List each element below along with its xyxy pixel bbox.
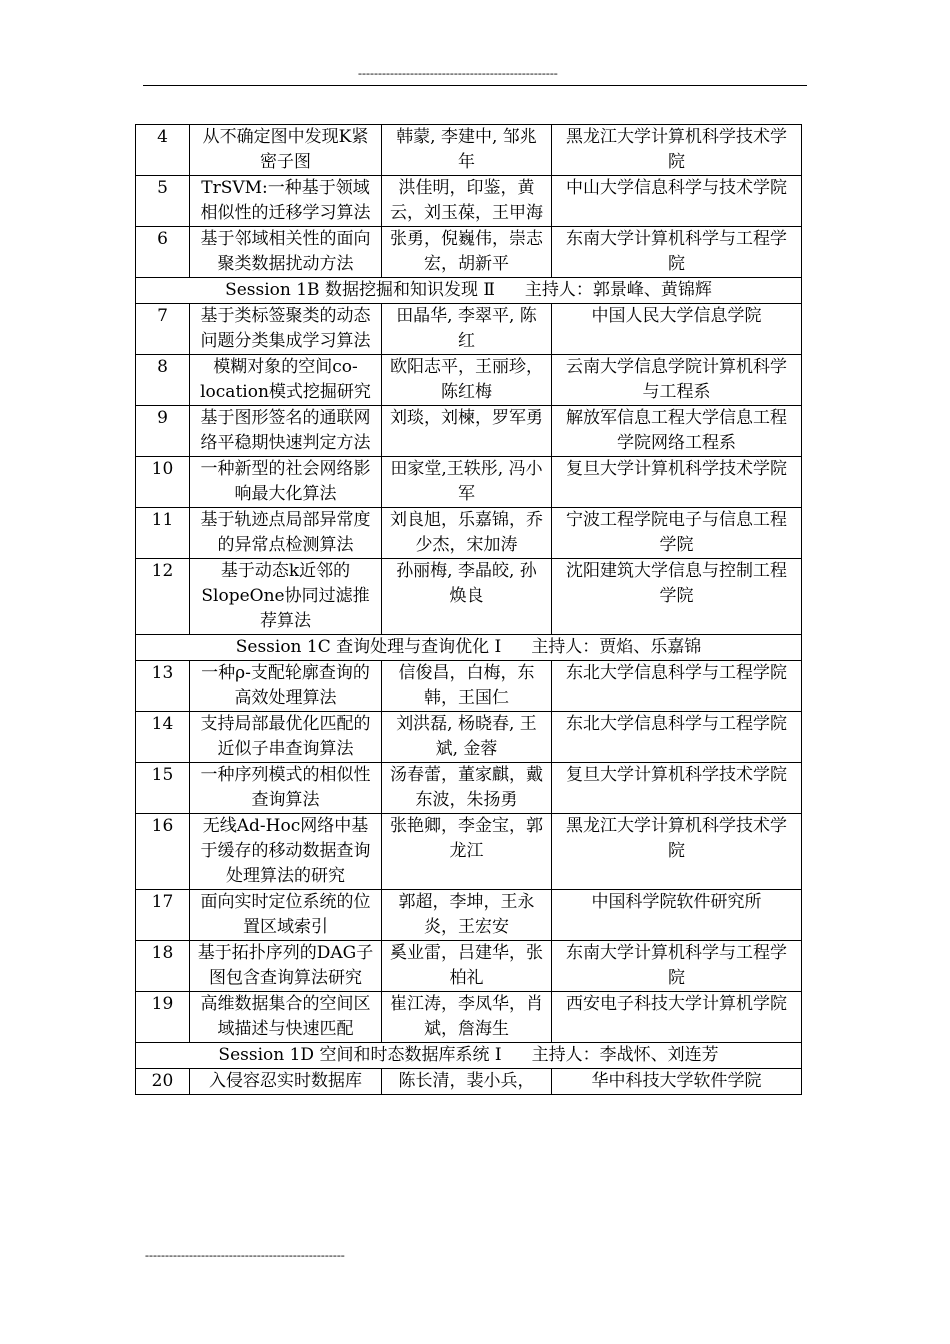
paper-authors: 汤春蕾，董家麒，戴东波，朱扬勇 — [382, 763, 552, 814]
session-host: 主持人：郭景峰、黄锦辉 — [524, 280, 712, 300]
paper-title: 无线Ad-Hoc网络中基于缓存的移动数据查询处理算法的研究 — [190, 814, 382, 890]
table-row — [136, 1069, 802, 1095]
paper-institution: 复旦大学计算机科学技术学院 — [552, 763, 802, 814]
paper-authors: 欧阳志平，王丽珍，陈红梅 — [382, 355, 552, 406]
table-row — [136, 814, 802, 890]
paper-institution: 华中科技大学软件学院 — [552, 1069, 802, 1095]
paper-institution: 东北大学信息科学与工程学院 — [552, 661, 802, 712]
paper-title: 基于图形签名的通联网络平稳期快速判定方法 — [190, 406, 382, 457]
paper-institution: 中国科学院软件研究所 — [552, 890, 802, 941]
table-row — [136, 457, 802, 508]
paper-title: TrSVM:一种基于领域相似性的迁移学习算法 — [190, 176, 382, 227]
paper-title: 基于类标签聚类的动态问题分类集成学习算法 — [190, 304, 382, 355]
paper-authors: 田家堂,王轶彤, 冯小军 — [382, 457, 552, 508]
paper-number: 20 — [136, 1069, 190, 1095]
paper-number: 12 — [136, 559, 190, 635]
paper-title: 一种新型的社会网络影响最大化算法 — [190, 457, 382, 508]
paper-institution: 东南大学计算机科学与工程学院 — [552, 941, 802, 992]
paper-authors: 韩蒙, 李建中, 邹兆年 — [382, 125, 552, 176]
paper-number: 14 — [136, 712, 190, 763]
paper-authors: 孙丽梅, 李晶皎, 孙焕良 — [382, 559, 552, 635]
paper-authors: 刘琰，刘楝，罗军勇 — [382, 406, 552, 457]
table-row — [136, 992, 802, 1043]
session-header-row — [136, 1043, 802, 1069]
table-row — [136, 304, 802, 355]
paper-authors: 洪佳明，印鉴，黄云，刘玉葆，王甲海 — [382, 176, 552, 227]
session-name: Session 1D 空间和时态数据库系统 Ⅰ — [218, 1045, 502, 1065]
paper-institution: 复旦大学计算机科学技术学院 — [552, 457, 802, 508]
paper-schedule-body — [136, 125, 802, 1095]
paper-authors: 田晶华, 李翠平, 陈红 — [382, 304, 552, 355]
paper-title: 基于动态k近邻的SlopeOne协同过滤推荐算法 — [190, 559, 382, 635]
paper-authors: 信俊昌，白梅，东韩，王国仁 — [382, 661, 552, 712]
paper-number: 5 — [136, 176, 190, 227]
paper-institution: 宁波工程学院电子与信息工程学院 — [552, 508, 802, 559]
footer-dash-line: -------------------------------------------------- — [145, 1248, 345, 1262]
paper-number: 7 — [136, 304, 190, 355]
paper-title: 一种序列模式的相似性查询算法 — [190, 763, 382, 814]
paper-authors: 张艳卿，李金宝，郭龙江 — [382, 814, 552, 890]
paper-authors: 郭超，李坤，王永炎，王宏安 — [382, 890, 552, 941]
header-rule — [143, 85, 807, 86]
header-dash-line: -------------------------------------------------- — [358, 66, 558, 80]
paper-number: 17 — [136, 890, 190, 941]
paper-institution: 中山大学信息科学与技术学院 — [552, 176, 802, 227]
paper-title: 基于轨迹点局部异常度的异常点检测算法 — [190, 508, 382, 559]
paper-number: 15 — [136, 763, 190, 814]
paper-authors: 刘良旭，乐嘉锦，乔少杰，宋加涛 — [382, 508, 552, 559]
paper-number: 16 — [136, 814, 190, 890]
session-host: 主持人：贾焰、乐嘉锦 — [531, 637, 702, 657]
table-row — [136, 176, 802, 227]
paper-number: 13 — [136, 661, 190, 712]
paper-authors: 刘洪磊, 杨晓春, 王斌, 金蓉 — [382, 712, 552, 763]
table-row — [136, 355, 802, 406]
paper-institution: 解放军信息工程大学信息工程学院网络工程系 — [552, 406, 802, 457]
session-name: Session 1B 数据挖掘和知识发现 Ⅱ — [225, 280, 495, 300]
paper-institution: 沈阳建筑大学信息与控制工程学院 — [552, 559, 802, 635]
paper-number: 18 — [136, 941, 190, 992]
paper-number: 9 — [136, 406, 190, 457]
session-name: Session 1C 查询处理与查询优化 Ⅰ — [235, 637, 502, 657]
paper-title: 模糊对象的空间co-location模式挖掘研究 — [190, 355, 382, 406]
paper-number: 4 — [136, 125, 190, 176]
paper-title: 入侵容忍实时数据库 — [190, 1069, 382, 1095]
paper-title: 面向实时定位系统的位置区域索引 — [190, 890, 382, 941]
paper-institution: 东南大学计算机科学与工程学院 — [552, 227, 802, 278]
paper-number: 6 — [136, 227, 190, 278]
table-row — [136, 227, 802, 278]
paper-title: 基于邻域相关性的面向聚类数据扰动方法 — [190, 227, 382, 278]
paper-number: 11 — [136, 508, 190, 559]
paper-authors: 奚业雷，吕建华，张柏礼 — [382, 941, 552, 992]
paper-title: 支持局部最优化匹配的近似子串查询算法 — [190, 712, 382, 763]
table-row — [136, 559, 802, 635]
paper-title: 从不确定图中发现K紧密子图 — [190, 125, 382, 176]
paper-institution: 东北大学信息科学与工程学院 — [552, 712, 802, 763]
session-header-row — [136, 278, 802, 304]
paper-number: 8 — [136, 355, 190, 406]
table-row — [136, 406, 802, 457]
table-row — [136, 941, 802, 992]
paper-schedule-table — [135, 124, 802, 1095]
session-header-cell — [136, 635, 802, 661]
session-header-cell — [136, 1043, 802, 1069]
paper-institution: 黑龙江大学计算机科学技术学院 — [552, 814, 802, 890]
session-host: 主持人：李战怀、刘连芳 — [531, 1045, 719, 1065]
table-row — [136, 763, 802, 814]
session-header-row — [136, 635, 802, 661]
paper-institution: 中国人民大学信息学院 — [552, 304, 802, 355]
paper-number: 10 — [136, 457, 190, 508]
paper-institution: 西安电子科技大学计算机学院 — [552, 992, 802, 1043]
paper-institution: 黑龙江大学计算机科学技术学院 — [552, 125, 802, 176]
table-row — [136, 661, 802, 712]
session-header-cell — [136, 278, 802, 304]
paper-authors: 崔江涛，李凤华，肖斌，詹海生 — [382, 992, 552, 1043]
table-row — [136, 890, 802, 941]
table-row — [136, 125, 802, 176]
paper-authors: 张勇，倪巍伟，崇志宏，胡新平 — [382, 227, 552, 278]
table-row — [136, 712, 802, 763]
paper-number: 19 — [136, 992, 190, 1043]
paper-institution: 云南大学信息学院计算机科学与工程系 — [552, 355, 802, 406]
table-row — [136, 508, 802, 559]
paper-authors: 陈长清，裴小兵， — [382, 1069, 552, 1095]
paper-title: 一种ρ-支配轮廓查询的高效处理算法 — [190, 661, 382, 712]
paper-title: 基于拓扑序列的DAG子图包含查询算法研究 — [190, 941, 382, 992]
paper-title: 高维数据集合的空间区域描述与快速匹配 — [190, 992, 382, 1043]
